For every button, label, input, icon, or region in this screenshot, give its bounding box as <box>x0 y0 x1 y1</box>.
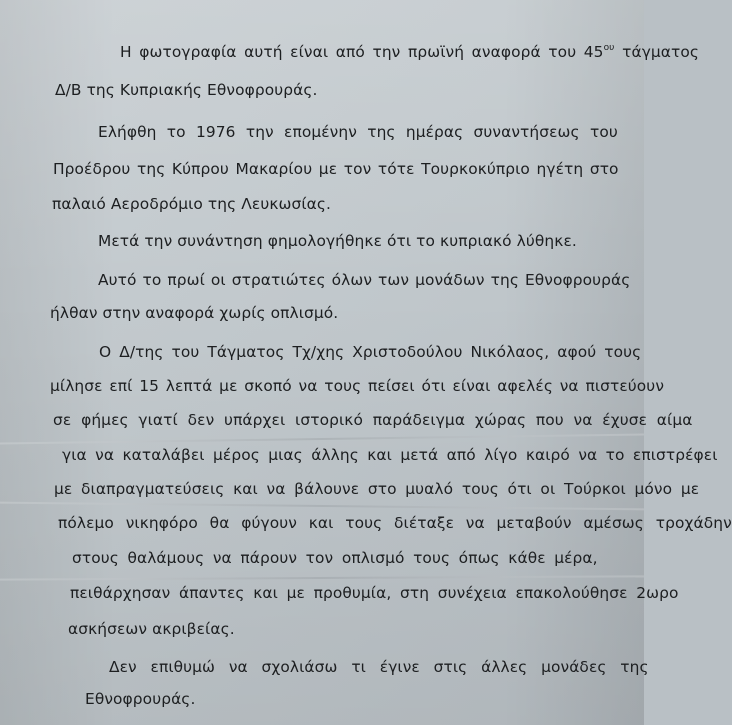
document-line: Δ/Β της Κυπριακής Εθνοφρουράς. <box>55 81 318 99</box>
document-line: στους θαλάμους να πάρουν τον οπλισμό τους όπως κάθε μέρα, <box>72 549 598 567</box>
document-line: Ελήφθη το 1976 την επομένην της ημέρας συναντήσεως του <box>98 123 618 141</box>
document-line: με διαπραγματεύσεις και να βάλουνε στο μυαλό τους ότι οι Τούρκοι μόνο με <box>54 480 700 498</box>
document-line: μίλησε επί 15 λεπτά με σκοπό να τους πείσει ότι είναι αφελές να πιστεύουν <box>50 377 665 395</box>
paper-fold <box>0 575 644 580</box>
document-line: πειθάρχησαν άπαντες και με προθυμία, στη συνέχεια επακολούθησε 2ωρο <box>70 584 679 602</box>
document-line: πόλεμο νικηφόρο θα φύγουν και τους διέταξε να μεταβούν αμέσως τροχάδην <box>58 514 732 532</box>
document-line: σε φήμες γιατί δεν υπάρχει ιστορικό παράδειγμα χώρας που να έχυσε αίμα <box>53 411 693 429</box>
document-line: Δεν επιθυμώ να σχολιάσω τι έγινε στις άλλες μονάδες της <box>109 658 649 676</box>
document-line <box>120 43 699 61</box>
document-line: ασκήσεων ακριβείας. <box>68 620 235 638</box>
document-line: Εθνοφρουράς. <box>85 690 196 708</box>
document-line: Αυτό το πρωί οι στρατιώτες όλων των μονάδων της Εθνοφρουράς <box>98 271 631 289</box>
document-line: παλαιό Αεροδρόμιο της Λευκωσίας. <box>52 195 332 213</box>
document-line-text: τάγματος <box>614 43 700 61</box>
document-line: για να καταλάβει μέρος μιας άλλης και μετά από λίγο καιρό να το επιστρέφει <box>62 446 718 464</box>
document-line: Ο Δ/της του Τάγματος Τχ/χης Χριστοδούλου Νικόλαος, αφού τους <box>99 343 642 361</box>
document-line: Μετά την συνάντηση φημολογήθηκε ότι το κυπριακό λύθηκε. <box>98 232 577 250</box>
ordinal-superscript: ου <box>603 42 615 53</box>
document-line: Προέδρου της Κύπρου Μακαρίου με τον τότε Τουρκοκύπριο ηγέτη στο <box>53 160 619 178</box>
document-line-text: Η φωτογραφία αυτή είναι από την πρωϊνή αναφορά του 45 <box>120 43 604 61</box>
paper-fold <box>0 434 644 445</box>
paper-fold <box>0 502 644 511</box>
document-line: ήλθαν στην αναφορά χωρίς οπλισμό. <box>50 304 339 322</box>
